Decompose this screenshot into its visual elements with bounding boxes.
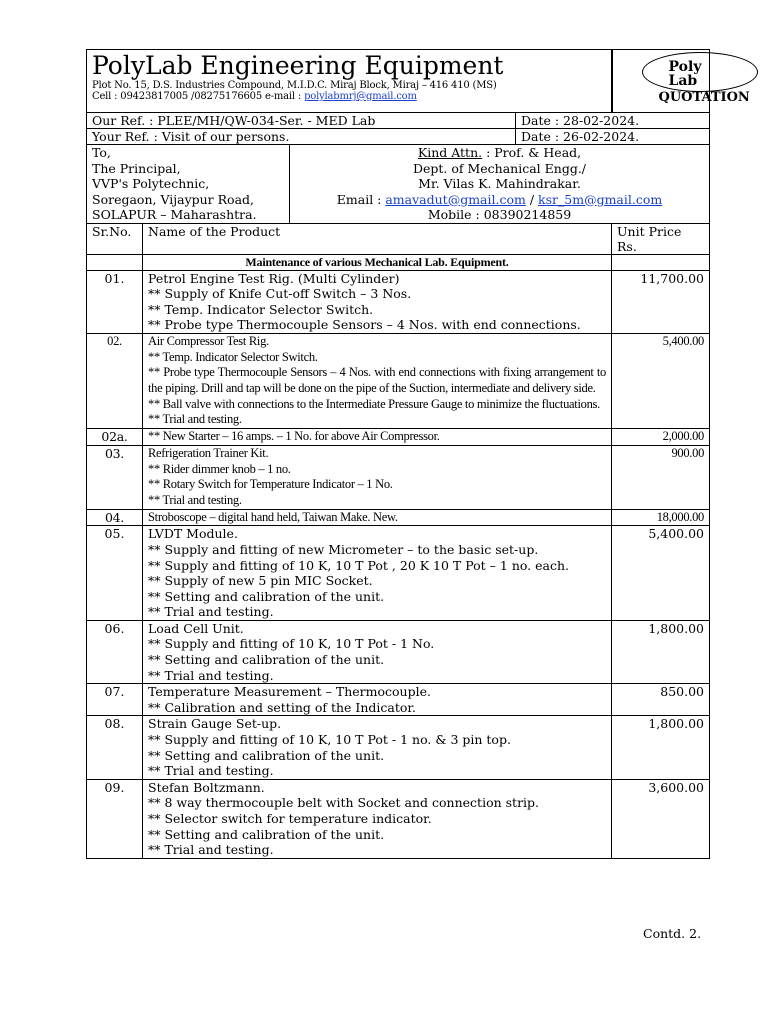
contact-phones: Cell : 09423817005 /08275176605 e-mail : [92, 91, 305, 102]
item-line: ** Setting and calibration of the unit. [148, 652, 385, 668]
item-line: ** Rider dimmer knob – 1 no. [148, 461, 291, 476]
item-line: ** Probe type Thermocouple Sensors – 4 Nos. with end connections with fixing arrangement to the piping. Drill and tap will be done on the pipe of the Suction, intermediate and delivery side. [148, 365, 607, 395]
item-line: ** Setting and calibration of the unit. [148, 747, 385, 763]
item-price: 1,800.00 [612, 716, 710, 779]
item-line: ** Trial and testing. [148, 604, 274, 620]
item-line: ** Setting and calibration of the unit. [148, 826, 385, 842]
to-line: VVP's Polytechnic, [92, 176, 210, 191]
item-title: Stroboscope – digital hand held, Taiwan Make. New. [148, 509, 398, 524]
section-empty-cell [87, 254, 143, 270]
item-line: ** Trial and testing. [148, 492, 242, 507]
company-header [87, 50, 612, 113]
company-contact [92, 91, 606, 102]
table-row [87, 445, 710, 509]
item-title: Load Cell Unit. [148, 620, 244, 636]
item-line: ** Trial and testing. [148, 763, 274, 779]
attn-mobile: Mobile : 08390214859 [427, 207, 572, 222]
to-line: Soregaon, Vijaypur Road, [92, 191, 254, 207]
item-price: 18,000.00 [612, 509, 710, 526]
item-description [143, 333, 612, 428]
our-date: Date : 28-02-2024. [516, 113, 710, 129]
our-ref: Our Ref. : PLEE/MH/QW-034-Ser. - MED Lab [87, 113, 516, 129]
company-address: Plot No. 15, D.S. Industries Compound, M.I.D.C. Miraj Block, Miraj – 416 410 (MS) [92, 80, 497, 91]
attn-label: Kind Attn. [417, 145, 483, 160]
to-line: The Principal, [92, 160, 181, 176]
table-row [87, 716, 710, 779]
table-row [87, 684, 710, 716]
table-row [87, 429, 710, 446]
item-price: 2,000.00 [612, 429, 710, 446]
item-title: Strain Gauge Set-up. [148, 716, 282, 732]
to-line: To, [92, 145, 111, 160]
item-sr: 02a. [87, 429, 143, 446]
item-sr: 07. [87, 684, 143, 716]
item-description [143, 779, 612, 858]
item-title: Stefan Boltzmann. [148, 779, 265, 795]
item-line: ** Ball valve with connections to the Intermediate Pressure Gauge to minimize the fluctuations. [148, 396, 600, 411]
item-line: ** Rotary Switch for Temperature Indicator – 1 No. [148, 477, 393, 492]
item-sr: 01. [87, 270, 143, 333]
attn-dept: Dept. of Mechanical Engg./ [412, 160, 587, 176]
item-line: ** Trial and testing. [148, 667, 274, 683]
company-name: PolyLab Engineering Equipment [92, 51, 504, 80]
table-row [87, 779, 710, 858]
col-header-price: Unit Price Rs. [612, 223, 710, 254]
continued-note: Contd. 2. [643, 926, 702, 941]
table-row [87, 333, 710, 428]
recipient-address [87, 145, 290, 224]
item-description [143, 526, 612, 621]
item-title: LVDT Module. [148, 526, 238, 542]
col-header-sr: Sr.No. [87, 223, 143, 254]
table-row [87, 270, 710, 333]
item-title: Air Compressor Test Rig. [148, 333, 269, 348]
item-price: 5,400.00 [612, 526, 710, 621]
item-line: ** Setting and calibration of the unit. [148, 588, 385, 604]
item-sr: 09. [87, 779, 143, 858]
item-line: ** Supply of new 5 pin MIC Socket. [148, 573, 373, 589]
item-description [143, 509, 612, 526]
table-row [87, 620, 710, 683]
item-line: ** Supply and fitting of 10 K, 10 T Pot - 1 no. & 3 pin top. [148, 732, 511, 748]
item-price: 850.00 [612, 684, 710, 716]
item-price: 3,600.00 [612, 779, 710, 858]
logo-cell [612, 50, 750, 113]
item-line: ** Temp. Indicator Selector Switch. [148, 301, 374, 317]
col-header-product: Name of the Product [143, 223, 612, 254]
item-price: 5,400.00 [612, 333, 710, 428]
item-description [143, 716, 612, 779]
item-sr: 06. [87, 620, 143, 683]
item-line: ** Temp. Indicator Selector Switch. [148, 349, 318, 364]
item-line: ** Supply and fitting of 10 K, 10 T Pot , 20 K 10 T Pot – 1 no. each. [148, 557, 569, 573]
email-link-1[interactable]: amavadut@gmail.com [385, 191, 526, 207]
item-line: ** 8 way thermocouple belt with Socket and connection strip. [148, 795, 540, 811]
to-line: SOLAPUR – Maharashtra. [92, 207, 257, 222]
item-title: Temperature Measurement – Thermocouple. [148, 684, 431, 700]
quotation-table [86, 49, 750, 859]
company-email-link[interactable]: polylabmrj@gmail.com [304, 91, 417, 102]
quotation-page [86, 49, 750, 859]
item-title: Petrol Engine Test Rig. (Multi Cylinder) [148, 270, 400, 286]
section-title: Maintenance of various Mechanical Lab. Equipment. [143, 254, 612, 270]
item-sr: 02. [87, 333, 143, 428]
table-row [87, 526, 710, 621]
email-label: Email : [336, 191, 386, 207]
item-sr: 08. [87, 716, 143, 779]
document-type: QUOTATION [658, 90, 750, 105]
item-price: 900.00 [612, 445, 710, 509]
item-line: ** Supply and fitting of 10 K, 10 T Pot - 1 No. [148, 636, 435, 652]
kind-attention [290, 145, 710, 224]
item-sr: 05. [87, 526, 143, 621]
your-date: Date : 26-02-2024. [516, 129, 710, 145]
attn-person: Mr. Vilas K. Mahindrakar. [418, 176, 581, 191]
item-description [143, 270, 612, 333]
item-line: ** Probe type Thermocouple Sensors – 4 Nos. with end connections. [148, 317, 581, 333]
item-description [143, 620, 612, 683]
item-line: ** Trial and testing. [148, 842, 274, 858]
item-sr: 04. [87, 509, 143, 526]
section-empty-cell [612, 254, 710, 270]
item-title: Refrigeration Trainer Kit. [148, 445, 269, 460]
item-description [143, 684, 612, 716]
item-price: 11,700.00 [612, 270, 710, 333]
company-logo: PolyLab [668, 59, 702, 89]
item-line: ** Trial and testing. [148, 412, 242, 427]
item-price: 1,800.00 [612, 620, 710, 683]
item-line: ** Supply and fitting of new Micrometer – to the basic set-up. [148, 541, 539, 557]
attn-line [295, 145, 704, 161]
item-line: ** Calibration and setting of the Indicator. [148, 699, 416, 715]
item-sr: 03. [87, 445, 143, 509]
table-row [87, 509, 710, 526]
your-ref: Your Ref. : Visit of our persons. [87, 129, 516, 145]
item-line: ** Selector switch for temperature indicator. [148, 811, 432, 826]
item-description [143, 429, 612, 446]
item-line: ** Supply of Knife Cut-off Switch – 3 Nos. [148, 286, 412, 302]
attn-email [295, 192, 704, 208]
item-description [143, 445, 612, 509]
item-title: ** New Starter – 16 amps. – 1 No. for above Air Compressor. [148, 429, 440, 444]
attn-role: : Prof. & Head, [482, 145, 582, 160]
email-link-2[interactable]: ksr_5m@gmail.com [538, 191, 663, 207]
email-separator: / [525, 191, 539, 207]
